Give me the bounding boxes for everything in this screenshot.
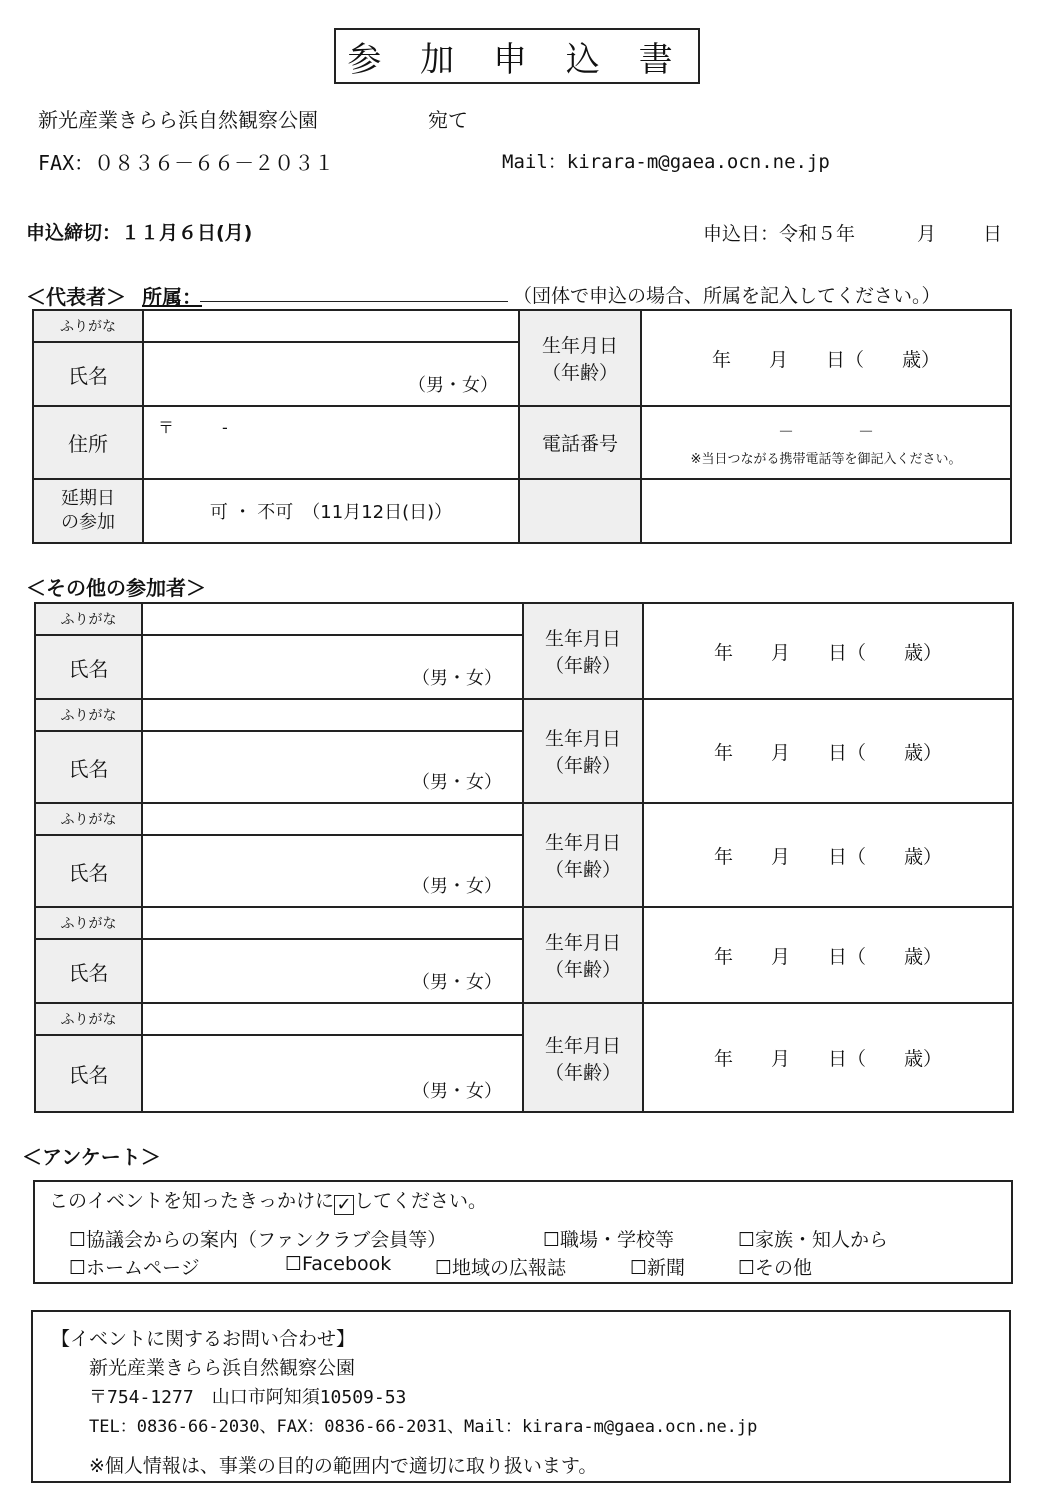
affiliation-label: 所属：	[142, 285, 202, 309]
gender-option[interactable]: （男・女）	[412, 972, 502, 993]
name-input[interactable]	[142, 835, 523, 907]
option-other[interactable]: ☐その他	[738, 1257, 813, 1279]
phone-dashes: － －	[777, 421, 874, 441]
deadline: 申込締切：１１月６日(月)	[26, 222, 253, 244]
birthdate-field[interactable]: 年 月 日（ 歳）	[643, 907, 1013, 1003]
phone-note: ※当日つながる携帯電話等を御記入ください。	[690, 451, 962, 467]
furigana-input[interactable]	[142, 1003, 523, 1035]
addressee-suffix: 宛て	[428, 108, 468, 132]
option-family-friend[interactable]: ☐家族・知人から	[738, 1229, 889, 1251]
furigana-input[interactable]	[142, 907, 523, 939]
birthdate-label: 生年月日 （年齢）	[523, 1003, 643, 1112]
mail-address: Mail：kirara-m@gaea.ocn.ne.jp	[502, 151, 830, 173]
option-homepage[interactable]: ☐ホームページ	[69, 1257, 200, 1279]
furigana-label: ふりがな	[35, 603, 142, 635]
participant-row	[35, 803, 1013, 835]
name-input[interactable]	[143, 342, 519, 406]
address-input[interactable]: 〒 -	[143, 406, 519, 479]
name-input[interactable]	[142, 731, 523, 803]
phone-label: 電話番号	[519, 406, 641, 479]
form-title: 参 加 申 込 書	[334, 28, 700, 84]
birthdate-label: 生年月日 （年齢）	[523, 699, 643, 803]
furigana-input[interactable]	[143, 310, 519, 342]
option-facebook[interactable]: ☐Facebook	[285, 1253, 392, 1275]
birthdate-label: 生年月日 （年齢）	[523, 803, 643, 907]
name-input[interactable]	[142, 939, 523, 1003]
furigana-input[interactable]	[142, 603, 523, 635]
phone-input[interactable]	[641, 406, 1011, 479]
apply-date-day: 日	[983, 223, 1003, 245]
name-input[interactable]	[142, 635, 523, 699]
others-table	[34, 602, 1014, 1113]
gender-option[interactable]: （男・女）	[412, 772, 502, 793]
option-local-bulletin[interactable]: ☐地域の広報誌	[435, 1257, 567, 1279]
furigana-label: ふりがな	[35, 1003, 142, 1035]
name-label: 氏名	[35, 939, 142, 1003]
furigana-label: ふりがな	[35, 699, 142, 731]
name-input[interactable]	[142, 1035, 523, 1112]
name-label: 氏名	[33, 342, 143, 406]
name-label: 氏名	[35, 635, 142, 699]
empty-value-cell	[641, 479, 1011, 543]
furigana-input[interactable]	[142, 699, 523, 731]
birthdate-label: 生年月日 （年齢）	[523, 907, 643, 1003]
survey-question: このイベントを知ったきっかけに ✓ してください。	[49, 1190, 488, 1215]
fax-number: FAX：０８３６－６６－２０３１	[38, 151, 335, 175]
furigana-label: ふりがな	[35, 907, 142, 939]
apply-date-month: 月	[917, 223, 937, 245]
name-label: 氏名	[35, 731, 142, 803]
affiliation-field[interactable]	[200, 301, 508, 302]
furigana-label: ふりがな	[33, 310, 143, 342]
survey-box	[33, 1180, 1013, 1284]
contact-org: 新光産業きらら浜自然観察公園	[89, 1357, 356, 1379]
affiliation-note: （団体で申込の場合、所属を記入してください。）	[513, 285, 941, 307]
gender-option[interactable]: （男・女）	[408, 375, 498, 396]
contact-address: 〒754-1277 山口市阿知須10509-53	[89, 1387, 407, 1408]
option-newspaper[interactable]: ☐新聞	[630, 1257, 686, 1279]
postpone-option[interactable]: 可 ・ 不可 （11月12日(日)）	[143, 479, 519, 543]
contact-heading: 【イベントに関するお問い合わせ】	[51, 1328, 356, 1350]
representative-heading: ＜代表者＞	[26, 285, 126, 309]
furigana-label: ふりがな	[35, 803, 142, 835]
contact-tel-line: TEL：0836-66-2030、FAX：0836-66-2031、Mail：kirara-m@gaea.ocn.ne.jp	[89, 1417, 758, 1437]
survey-heading: ＜アンケート＞	[22, 1145, 161, 1169]
option-council[interactable]: ☐協議会からの案内（ファンクラブ会員等）	[69, 1229, 447, 1251]
birthdate-label: 生年月日 （年齢）	[519, 310, 641, 406]
birthdate-label: 生年月日 （年齢）	[523, 603, 643, 699]
privacy-note: ※個人情報は、事業の目的の範囲内で適切に取り扱います。	[89, 1455, 598, 1477]
apply-date-label: 申込日：令和５年	[703, 223, 856, 245]
birthdate-field[interactable]: 年 月 日（ 歳）	[643, 1003, 1013, 1112]
address-label: 住所	[33, 406, 143, 479]
representative-table	[32, 309, 1012, 544]
birthdate-field[interactable]: 年 月 日（ 歳）	[643, 803, 1013, 907]
contact-box	[31, 1310, 1011, 1483]
name-label: 氏名	[35, 835, 142, 907]
birthdate-field[interactable]: 年 月 日（ 歳）	[641, 310, 1011, 406]
gender-option[interactable]: （男・女）	[412, 668, 502, 689]
postpone-label: 延期日 の参加	[33, 479, 143, 543]
gender-option[interactable]: （男・女）	[412, 1081, 502, 1102]
option-work-school[interactable]: ☐職場・学校等	[543, 1229, 675, 1251]
participant-row	[35, 907, 1013, 939]
gender-option[interactable]: （男・女）	[412, 876, 502, 897]
birthdate-field[interactable]: 年 月 日（ 歳）	[643, 603, 1013, 699]
furigana-input[interactable]	[142, 803, 523, 835]
participant-row	[35, 1003, 1013, 1035]
birthdate-field[interactable]: 年 月 日（ 歳）	[643, 699, 1013, 803]
addressee-org: 新光産業きらら浜自然観察公園	[38, 108, 318, 132]
participant-row	[35, 603, 1013, 635]
name-label: 氏名	[35, 1035, 142, 1112]
participant-row	[35, 699, 1013, 731]
check-mark-icon: ✓	[334, 1195, 354, 1215]
empty-label-cell	[519, 479, 641, 543]
others-heading: ＜その他の参加者＞	[26, 576, 206, 600]
